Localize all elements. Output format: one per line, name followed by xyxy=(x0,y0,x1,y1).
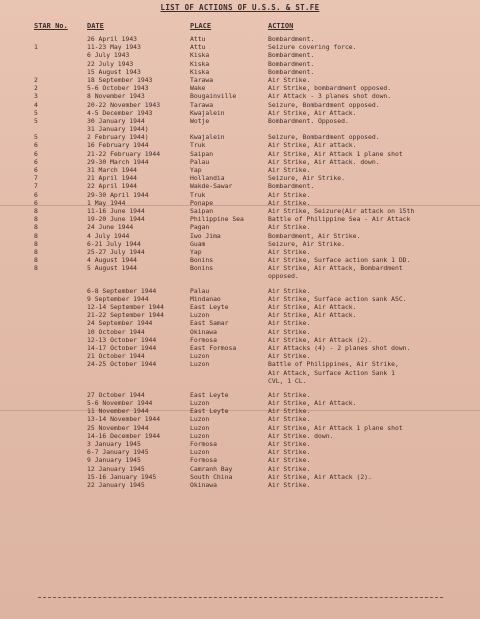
action-place: Luzon xyxy=(190,423,210,432)
action-place: Bonins xyxy=(190,264,214,273)
action-place: Truk xyxy=(190,190,206,199)
action-place: Kwajalein xyxy=(190,108,225,117)
action-description: Air Strike, Air Attack. xyxy=(268,108,357,117)
document-title: LIST OF ACTIONS OF U.S.S. & ST.FE xyxy=(160,3,320,12)
action-date: 22 January 1945 xyxy=(87,480,145,489)
action-row xyxy=(0,473,480,481)
action-date: 31 March 1944 xyxy=(87,166,138,174)
action-place: Mindanao xyxy=(190,294,221,303)
actions-list xyxy=(0,35,480,489)
action-place: Wotje xyxy=(190,116,210,125)
action-description: Air Strike, bombardment opposed. xyxy=(268,84,392,93)
action-place: Palau xyxy=(190,157,210,166)
action-row xyxy=(0,232,480,240)
action-date: 21 April 1944 xyxy=(87,174,138,183)
action-row xyxy=(0,166,480,174)
action-date: 24-25 October 1944 xyxy=(87,360,157,369)
action-row xyxy=(0,60,480,68)
action-date: 10 October 1944 xyxy=(87,327,145,336)
action-place: Guam xyxy=(190,239,206,248)
action-row xyxy=(0,35,480,43)
action-row xyxy=(0,141,480,149)
action-date: 27 October 1944 xyxy=(87,390,145,399)
action-date: 9 January 1945 xyxy=(87,456,141,465)
action-place: East Leyte xyxy=(190,390,229,399)
action-place: Saipan xyxy=(190,206,214,215)
action-row xyxy=(0,295,480,303)
action-description: Air Strike. xyxy=(268,352,311,361)
action-description: Air Strike, Air Attack (2). xyxy=(268,335,372,344)
action-description: Seizure, Bombardment opposed. xyxy=(268,133,380,142)
action-date: 4-5 December 1943 xyxy=(87,108,153,117)
action-date: 15 August 1943 xyxy=(87,67,141,76)
action-date: 11-16 June 1944 xyxy=(87,206,145,215)
action-date: 31 January 1944) xyxy=(87,125,149,134)
action-date: 18 September 1943 xyxy=(87,75,153,84)
star-number: 4 xyxy=(34,100,38,109)
action-row xyxy=(0,109,480,117)
action-date: 29-30 March 1944 xyxy=(87,157,149,166)
action-row xyxy=(0,182,480,190)
action-description: opposed. xyxy=(268,272,299,281)
star-number: 2 xyxy=(34,75,38,84)
action-place: Attu xyxy=(190,43,206,52)
action-description: Air Strike. xyxy=(268,190,311,199)
action-date: 12-14 September 1944 xyxy=(87,303,164,311)
action-place: Camranh Bay xyxy=(190,464,233,473)
action-row xyxy=(0,424,480,432)
action-description: Air Strike. xyxy=(268,448,311,457)
action-row xyxy=(0,43,480,51)
action-row xyxy=(0,256,480,264)
action-date: 3 January 1945 xyxy=(87,440,141,448)
action-date: 6-8 September 1944 xyxy=(87,286,157,295)
action-place: Pagan xyxy=(190,223,210,232)
action-row xyxy=(0,248,480,256)
action-row xyxy=(0,407,480,415)
action-date: 9 September 1944 xyxy=(87,294,149,303)
star-number: 8 xyxy=(34,223,38,232)
star-number: 8 xyxy=(34,256,38,265)
action-place: Ponape xyxy=(190,198,214,207)
action-date: 21-22 September 1944 xyxy=(87,311,164,320)
action-date: 21-22 February 1944 xyxy=(87,149,161,158)
star-number: 8 xyxy=(34,231,38,240)
action-date: 8 November 1943 xyxy=(87,92,145,101)
action-description: Air Strike. xyxy=(268,319,311,328)
action-description: Bombardment. Opposed. xyxy=(268,116,349,125)
action-description: Seizure, Air Strike. xyxy=(268,239,345,248)
action-description: Air Strike. xyxy=(268,198,311,207)
action-place: Luzon xyxy=(190,311,210,320)
action-date: 22 July 1943 xyxy=(87,59,134,68)
action-row xyxy=(0,240,480,248)
action-place: Luzon xyxy=(190,431,210,440)
action-row xyxy=(0,344,480,352)
star-number: 8 xyxy=(34,247,38,256)
star-number: 8 xyxy=(34,239,38,248)
star-number: 7 xyxy=(34,182,38,191)
action-date: 5-6 October 1943 xyxy=(87,84,149,93)
action-date: 1 May 1944 xyxy=(87,198,126,207)
action-row xyxy=(0,399,480,407)
action-place: Luzon xyxy=(190,448,210,457)
action-row xyxy=(0,223,480,231)
action-row xyxy=(0,391,480,399)
action-place: Attu xyxy=(190,35,206,43)
action-date: 19-20 June 1944 xyxy=(87,215,145,224)
action-date: 25-27 July 1944 xyxy=(87,247,145,256)
action-date: 11 November 1944 xyxy=(87,407,149,416)
action-date: 16 February 1944 xyxy=(87,141,149,150)
star-number: 1 xyxy=(34,43,38,52)
action-row xyxy=(0,191,480,199)
action-place: Luzon xyxy=(190,360,210,369)
action-date: 4 July 1944 xyxy=(87,231,130,240)
star-number: 8 xyxy=(34,215,38,224)
action-date: 30 January 1944 xyxy=(87,116,145,125)
star-number: 6 xyxy=(34,157,38,166)
action-row xyxy=(0,432,480,440)
action-place: Yap xyxy=(190,166,202,174)
action-row xyxy=(0,125,480,133)
action-row xyxy=(0,303,480,311)
action-description: Air Strike. xyxy=(268,390,311,399)
action-place: Formosa xyxy=(190,440,217,448)
star-number: 6 xyxy=(34,198,38,207)
action-description: Air Strike. xyxy=(268,75,311,84)
action-date: 29-30 April 1944 xyxy=(87,190,149,199)
action-place: East Leyte xyxy=(190,407,229,416)
header-place: PLACE xyxy=(190,22,212,30)
action-row xyxy=(0,465,480,473)
action-date: 24 June 1944 xyxy=(87,223,134,232)
action-row xyxy=(0,352,480,360)
action-row xyxy=(0,369,480,377)
action-row xyxy=(0,311,480,319)
action-place: Luzon xyxy=(190,352,210,361)
action-place: Okinawa xyxy=(190,327,217,336)
action-description: Air Strike. xyxy=(268,223,311,232)
action-description: Air Strike. xyxy=(268,166,311,174)
action-description: Air Strike, Air Attack. xyxy=(268,311,357,320)
action-place: Philippine Sea xyxy=(190,215,244,224)
action-description: Air Strike, Air Attack, Bombardment xyxy=(268,264,403,273)
action-row xyxy=(0,68,480,76)
action-description: Air Strike, Air Attack (2). xyxy=(268,472,372,481)
action-date: 24 September 1944 xyxy=(87,319,153,328)
action-row xyxy=(0,319,480,327)
action-row xyxy=(0,158,480,166)
action-description: Air Attack - 3 planes shot down. xyxy=(268,92,392,101)
action-date: 15-16 January 1945 xyxy=(87,472,157,481)
action-description: Air Strike. down. xyxy=(268,431,334,440)
action-place: Truk xyxy=(190,141,206,150)
action-row xyxy=(0,377,480,385)
action-description: Battle of Philippines, Air Strike, xyxy=(268,360,399,369)
star-number: 7 xyxy=(34,174,38,183)
action-description: Air Strike. xyxy=(268,286,311,295)
action-place: Saipan xyxy=(190,149,214,158)
action-description: CVL, 1 CL. xyxy=(268,376,307,385)
action-description: Air Strike, Air Attack 1 plane shot xyxy=(268,149,403,158)
action-place: Wake xyxy=(190,84,206,93)
action-row xyxy=(0,360,480,368)
action-description: Air Strike, Air Attack. xyxy=(268,303,357,311)
action-description: Bombardment. xyxy=(268,35,315,43)
action-row xyxy=(0,264,480,272)
footer-dashed-line xyxy=(38,597,443,598)
action-date: 12-13 October 1944 xyxy=(87,335,157,344)
action-row xyxy=(0,415,480,423)
action-row xyxy=(0,150,480,158)
action-row xyxy=(0,272,480,280)
action-row xyxy=(0,84,480,92)
action-place: Formosa xyxy=(190,335,217,344)
action-row xyxy=(0,174,480,182)
action-place: Kwajalein xyxy=(190,133,225,142)
action-row xyxy=(0,481,480,489)
action-place: Hollandia xyxy=(190,174,225,183)
action-description: Bombardment, Air Strike. xyxy=(268,231,361,240)
action-place: Formosa xyxy=(190,456,217,465)
action-date: 11-23 May 1943 xyxy=(87,43,141,52)
action-row xyxy=(0,328,480,336)
action-date: 4 August 1944 xyxy=(87,256,138,265)
action-place: South China xyxy=(190,472,233,481)
action-row xyxy=(0,440,480,448)
action-place: East Samar xyxy=(190,319,229,328)
action-row xyxy=(0,336,480,344)
action-description: Air Strike. xyxy=(268,456,311,465)
star-number: 6 xyxy=(34,190,38,199)
header-date: DATE xyxy=(87,22,104,30)
action-description: Seizure, Air Strike. xyxy=(268,174,345,183)
action-place: Luzon xyxy=(190,399,210,408)
action-place: Bougainville xyxy=(190,92,237,101)
action-date: 21 October 1944 xyxy=(87,352,145,361)
action-date: 13-14 November 1944 xyxy=(87,415,161,424)
action-row xyxy=(0,76,480,84)
action-place: East Leyte xyxy=(190,303,229,311)
action-date: 5 August 1944 xyxy=(87,264,138,273)
action-row xyxy=(0,133,480,141)
action-row xyxy=(0,51,480,59)
header-star: STAR No. xyxy=(34,22,68,30)
action-description: Air Strike, Surface action sank 1 DD. xyxy=(268,256,411,265)
action-description: Air Strike, Surface action sank ASC. xyxy=(268,294,407,303)
star-number: 6 xyxy=(34,166,38,174)
action-description: Air Strike. xyxy=(268,407,311,416)
action-description: Air Attacks (4) - 2 planes shot down. xyxy=(268,343,411,352)
action-date: 26 April 1943 xyxy=(87,35,138,43)
action-description: Air Strike. xyxy=(268,415,311,424)
action-row xyxy=(0,199,480,207)
action-place: Tarawa xyxy=(190,100,214,109)
action-row xyxy=(0,448,480,456)
action-place: Wakde-Sawar xyxy=(190,182,233,191)
star-number: 3 xyxy=(34,92,38,101)
action-description: Air Strike, Air Attack. down. xyxy=(268,157,380,166)
action-description: Bombardment. xyxy=(268,182,315,191)
action-date: 6-7 January 1945 xyxy=(87,448,149,457)
action-date: 5-6 November 1944 xyxy=(87,399,153,408)
star-number: 6 xyxy=(34,149,38,158)
action-place: Kiska xyxy=(190,67,210,76)
action-description: Bombardment. xyxy=(268,59,315,68)
action-row xyxy=(0,92,480,100)
action-description: Air Strike, Seizure(Air attack on 15th xyxy=(268,206,415,215)
action-description: Air Strike. xyxy=(268,327,311,336)
action-date: 6-21 July 1944 xyxy=(87,239,141,248)
star-number: 5 xyxy=(34,108,38,117)
action-description: Air Strike, Air Attack 1 plane shot xyxy=(268,423,403,432)
action-description: Battle of Philippine Sea - Air Attack xyxy=(268,215,411,224)
action-description: Air Strike, Air attack. xyxy=(268,141,357,150)
action-place: Kiska xyxy=(190,51,210,60)
action-date: 6 July 1943 xyxy=(87,51,130,60)
action-place: East Formosa xyxy=(190,343,237,352)
action-place: Luzon xyxy=(190,415,210,424)
action-description: Bombardment. xyxy=(268,67,315,76)
action-description: Air Strike. xyxy=(268,464,311,473)
action-row xyxy=(0,287,480,295)
star-number: 2 xyxy=(34,84,38,93)
action-row xyxy=(0,207,480,215)
action-place: Bonins xyxy=(190,256,214,265)
action-place: Okinawa xyxy=(190,480,217,489)
star-number: 5 xyxy=(34,133,38,142)
star-number: 5 xyxy=(34,116,38,125)
star-number: 8 xyxy=(34,264,38,273)
action-description: Air Strike. xyxy=(268,247,311,256)
action-date: 14-16 December 1944 xyxy=(87,431,161,440)
action-date: 20-22 November 1943 xyxy=(87,100,161,109)
action-place: Kiska xyxy=(190,59,210,68)
action-place: Tarawa xyxy=(190,75,214,84)
action-date: 22 April 1944 xyxy=(87,182,138,191)
action-row xyxy=(0,101,480,109)
action-description: Seizure, Bombardment opposed. xyxy=(268,100,380,109)
action-place: Iwo Jima xyxy=(190,231,221,240)
action-date: 25 November 1944 xyxy=(87,423,149,432)
action-row xyxy=(0,456,480,464)
action-row xyxy=(0,215,480,223)
header-action: ACTION xyxy=(268,22,294,30)
action-date: 14-17 October 1944 xyxy=(87,343,157,352)
action-description: Bombardment. xyxy=(268,51,315,60)
action-description: Air Strike. xyxy=(268,480,311,489)
action-date: 12 January 1945 xyxy=(87,464,145,473)
action-place: Palau xyxy=(190,286,210,295)
star-number: 6 xyxy=(34,141,38,150)
star-number: 8 xyxy=(34,206,38,215)
action-description: Seizure covering force. xyxy=(268,43,357,52)
action-description: Air Strike, Air Attack. xyxy=(268,399,357,408)
action-description: Air Strike. xyxy=(268,440,311,448)
action-description: Air Attack, Surface Action Sank 1 xyxy=(268,368,395,377)
action-date: 2 February 1944) xyxy=(87,133,149,142)
action-place: Yap xyxy=(190,247,202,256)
action-row xyxy=(0,117,480,125)
